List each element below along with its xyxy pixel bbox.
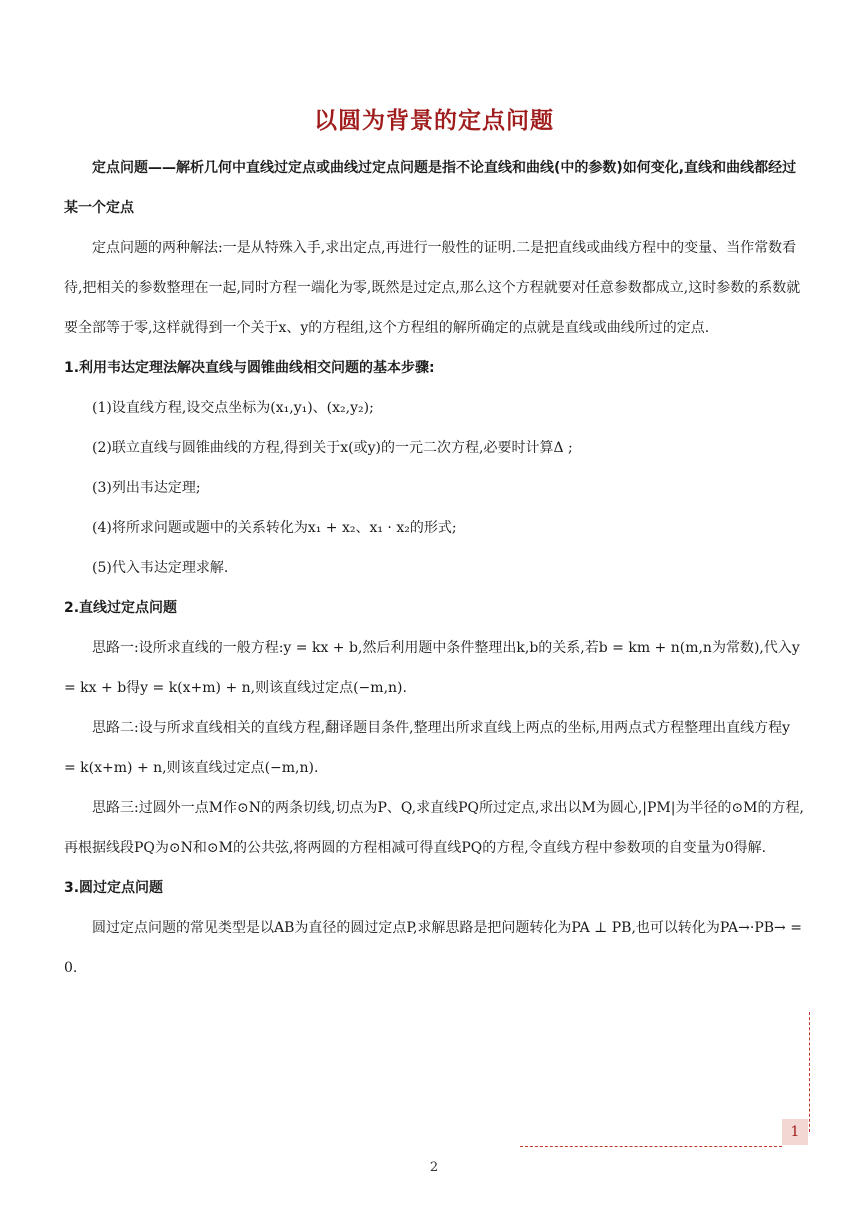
section2-approach-1: 思路一:设所求直线的一般方程:y = kx + b,然后利用题中条件整理出k,b的关系,若b = km + n(m,n为常数),代入y = kx + b得y = k(x+m) + n,则该直线过定点(−m,n). [64, 640, 800, 696]
page-title: 以圆为背景的定点问题 [314, 107, 554, 134]
section3-heading: 3.圆过定点问题 [64, 880, 164, 896]
section2-heading: 2.直线过定点问题 [64, 600, 178, 616]
intro-paragraph: 定点问题的两种解法:一是从特殊入手,求出定点,再进行一般性的证明.二是把直线或曲线方程中的变量、当作常数看待,把相关的参数整理在一起,同时方程一端化为零,既然是过定点,那么这个方程就要对任意参数都成立,这时参数的系数就要全部等于零,这样就得到一个关于x、y的方程组,这个方程组的解所确定的点就是直线或曲线所过的定点. [64, 240, 801, 336]
section1-item-4: (4)将所求问题或题中的关系转化为x₁ + x₂、x₁ · x₂的形式; [92, 520, 457, 536]
section2-approach-3: 思路三:过圆外一点M作⊙N的两条切线,切点为P、Q,求直线PQ所过定点,求出以M为圆心,|PM|为半径的⊙M的方程,再根据线段PQ为⊙N和⊙M的公共弦,将两圆的方程相减可得直线PQ的方程,令直线方程中参数项的自变量为0得解. [64, 800, 804, 856]
page-number: 2 [429, 1160, 439, 1175]
section3-paragraph: 圆过定点问题的常见类型是以AB为直径的圆过定点P,求解思路是把问题转化为PA ⊥ PB,也可以转化为PA→·PB→ = 0. [64, 920, 802, 976]
main-content [64, 148, 806, 988]
section1-item-2: (2)联立直线与圆锥曲线的方程,得到关于x(或y)的一元二次方程,必要时计算Δ ; [92, 440, 573, 456]
corner-page-badge: 1 [782, 1119, 808, 1145]
section1-heading: 1.利用韦达定理法解决直线与圆锥曲线相交问题的基本步骤: [64, 360, 435, 376]
corner-dashed-vertical [809, 1012, 810, 1132]
section1-item-1: (1)设直线方程,设交点坐标为(x₁,y₁)、(x₂,y₂); [92, 400, 374, 416]
section1-item-5: (5)代入韦达定理求解. [92, 560, 229, 576]
corner-dashed-horizontal [520, 1146, 782, 1147]
section1-item-3: (3)列出韦达定理; [92, 480, 201, 496]
intro-definition: 定点问题——解析几何中直线过定点或曲线过定点问题是指不论直线和曲线(中的参数)如何变化,直线和曲线都经过某一个定点 [64, 160, 797, 216]
section2-approach-2: 思路二:设与所求直线相关的直线方程,翻译题目条件,整理出所求直线上两点的坐标,用两点式方程整理出直线方程y = k(x+m) + n,则该直线过定点(−m,n). [64, 720, 790, 776]
